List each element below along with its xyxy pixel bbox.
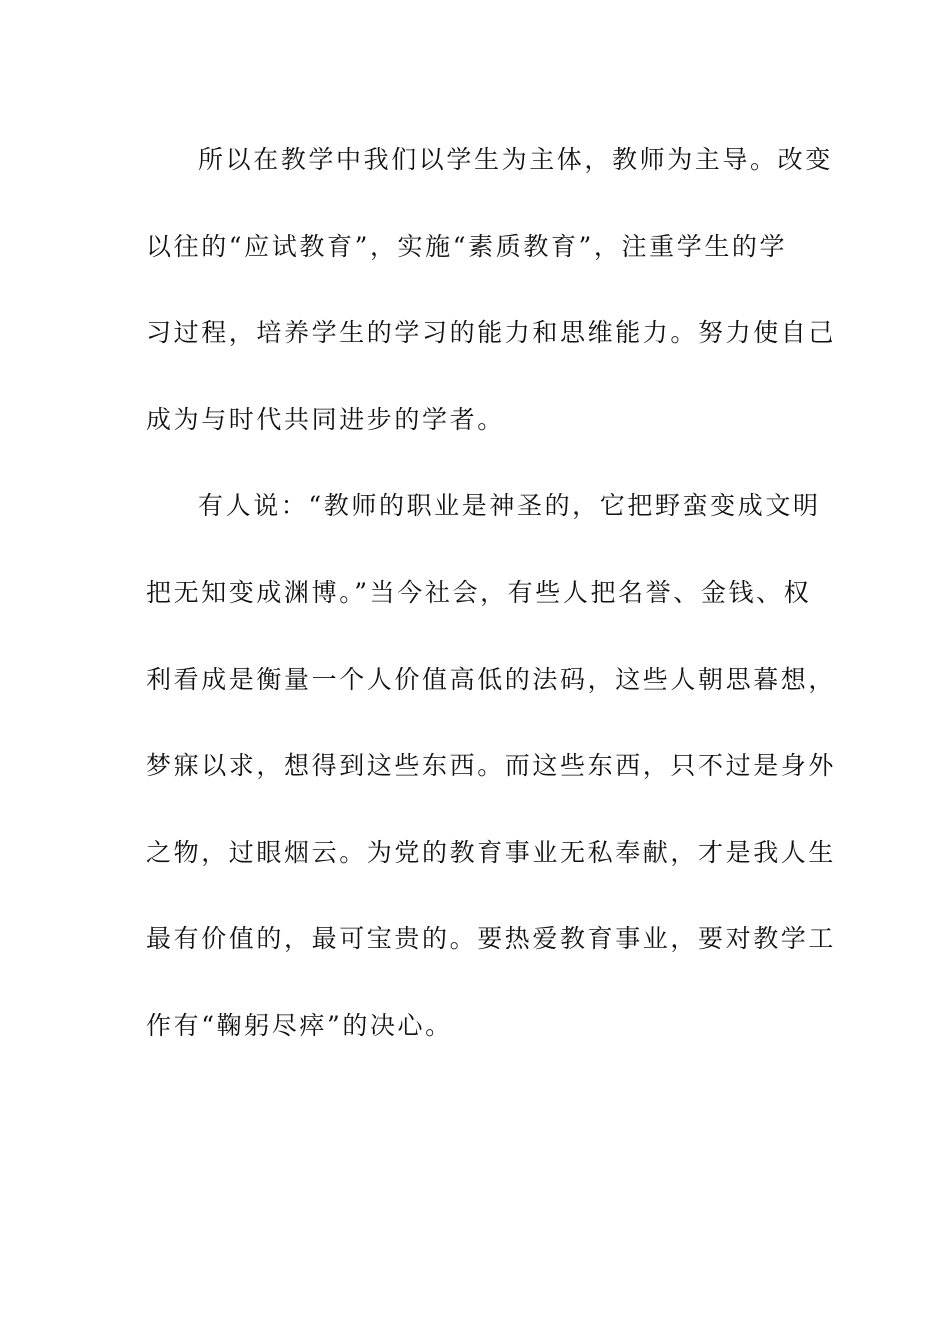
body-text: [146, 140, 837, 1093]
text-line: 以往的“应试教育”，实施“素质教育”，注重学生的学: [146, 231, 788, 261]
text-line: 梦寐以求，想得到这些东西。而这些东西，只不过是身外: [146, 751, 837, 781]
text-line: 有人说：“教师的职业是神圣的，它把野蛮变成文明: [198, 491, 821, 521]
text-line: 成为与时代共同进步的学者。: [146, 404, 505, 434]
text-line: 习过程，培养学生的学习的能力和思维能力。努力使自己: [146, 318, 837, 348]
text-line: 之物，过眼烟云。为党的教育事业无私奉献，才是我人生: [146, 837, 837, 867]
text-line: 最有价值的，最可宝贵的。要热爱教育事业，要对教学工: [146, 924, 837, 954]
text-line: 利看成是衡量一个人价值高低的法码，这些人朝思暮想，: [146, 664, 837, 694]
text-line: 把无知变成渊博。”当今社会，有些人把名誉、金钱、权: [146, 577, 812, 607]
text-line: 作有“鞠躬尽瘁”的决心。: [146, 1010, 453, 1040]
text-line: 所以在教学中我们以学生为主体，教师为主导。改变: [198, 145, 833, 174]
